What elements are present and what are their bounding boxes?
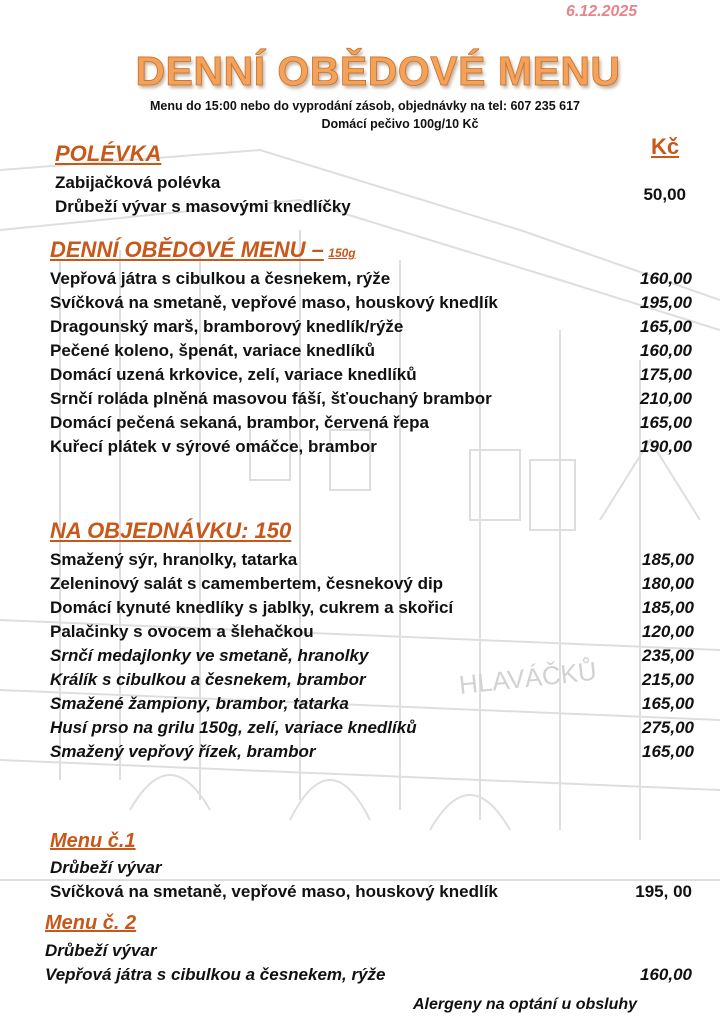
sketch-sign-text: HLAVÁČKŮ <box>457 655 599 700</box>
daily-price: 190,00 <box>640 437 692 456</box>
order-price: 180,00 <box>642 574 694 593</box>
order-price: 165,00 <box>642 742 694 761</box>
order-price: 235,00 <box>642 646 694 665</box>
menu1-price: 195, 00 <box>635 882 692 901</box>
menu2-title: Menu č. 2 <box>45 912 137 934</box>
daily-section-note: 150g <box>328 246 356 260</box>
subtitle-hours: Menu do 15:00 nebo do vyprodání zásob, objednávky na tel: 607 235 617 <box>150 99 580 113</box>
daily-item: Srnčí roláda plněná masovou fáší, šťouchaný brambor <box>50 389 492 408</box>
daily-price: 210,00 <box>640 389 692 408</box>
menu1-main: Svíčková na smetaně, vepřové maso, houskový knedlík <box>50 882 498 901</box>
soup-price: 50,00 <box>643 185 686 204</box>
order-price: 275,00 <box>642 718 694 737</box>
order-price: 120,00 <box>642 622 694 641</box>
order-item: Smažený sýr, hranolky, tatarka <box>50 550 298 569</box>
menu1-soup: Drůbeží vývar <box>50 858 162 877</box>
menu1-title: Menu č.1 <box>50 830 136 852</box>
order-item: Domácí kynuté knedlíky s jablky, cukrem a skořicí <box>50 598 454 617</box>
daily-price: 165,00 <box>640 317 692 336</box>
daily-price: 160,00 <box>640 341 692 360</box>
soup-item: Zabijačková polévka <box>55 173 221 192</box>
daily-price: 195,00 <box>640 293 692 312</box>
menu2-soup: Drůbeží vývar <box>45 941 157 960</box>
order-price: 165,00 <box>642 694 694 713</box>
currency-label: Kč <box>651 134 680 159</box>
daily-item: Dragounský marš, bramborový knedlík/rýže <box>50 317 404 336</box>
subtitle-bread: Domácí pečivo 100g/10 Kč <box>321 117 479 131</box>
allergen-note: Alergeny na optání u obsluhy <box>413 996 638 1013</box>
menu2-main: Vepřová játra s cibulkou a česnekem, rýže <box>45 965 386 984</box>
order-price: 185,00 <box>642 598 694 617</box>
order-price: 215,00 <box>642 670 694 689</box>
order-section-title: NA OBJEDNÁVKU: 150 <box>50 518 292 543</box>
page-title: DENNÍ OBĚDOVÉ MENU <box>135 48 621 94</box>
daily-item: Svíčková na smetaně, vepřové maso, houskový knedlík <box>50 293 498 312</box>
order-item: Palačinky s ovocem a šlehačkou <box>50 622 314 641</box>
order-price: 185,00 <box>642 550 694 569</box>
order-item: Králík s cibulkou a česnekem, brambor <box>50 670 366 689</box>
daily-price: 165,00 <box>640 413 692 432</box>
daily-section-header <box>50 237 356 263</box>
menu-date: 6.12.2025 <box>566 3 638 20</box>
menu2-price: 160,00 <box>640 965 692 984</box>
order-item: Husí prso na grilu 150g, zelí, variace knedlíků <box>50 718 417 737</box>
daily-item: Pečené koleno, špenát, variace knedlíků <box>50 341 376 360</box>
daily-item: Kuřecí plátek v sýrové omáčce, brambor <box>50 437 377 456</box>
order-item: Srnčí medajlonky ve smetaně, hranolky <box>50 646 369 665</box>
daily-item: Vepřová játra s cibulkou a česnekem, rýže <box>50 269 391 288</box>
order-item: Smažený vepřový řízek, brambor <box>50 742 316 761</box>
daily-item: Domácí pečená sekaná, brambor, červená řepa <box>50 413 429 432</box>
daily-price: 160,00 <box>640 269 692 288</box>
order-item: Smažené žampiony, brambor, tatarka <box>50 694 349 713</box>
soup-section-title: POLÉVKA <box>55 141 162 166</box>
soup-item: Drůbeží vývar s masovými knedlíčky <box>55 197 351 216</box>
daily-price: 175,00 <box>640 365 692 384</box>
daily-item: Domácí uzená krkovice, zelí, variace knedlíků <box>50 365 417 384</box>
daily-section-title: DENNÍ OBĚDOVÉ MENU – <box>50 237 324 262</box>
order-item: Zeleninový salát s camembertem, česnekový dip <box>50 574 444 593</box>
